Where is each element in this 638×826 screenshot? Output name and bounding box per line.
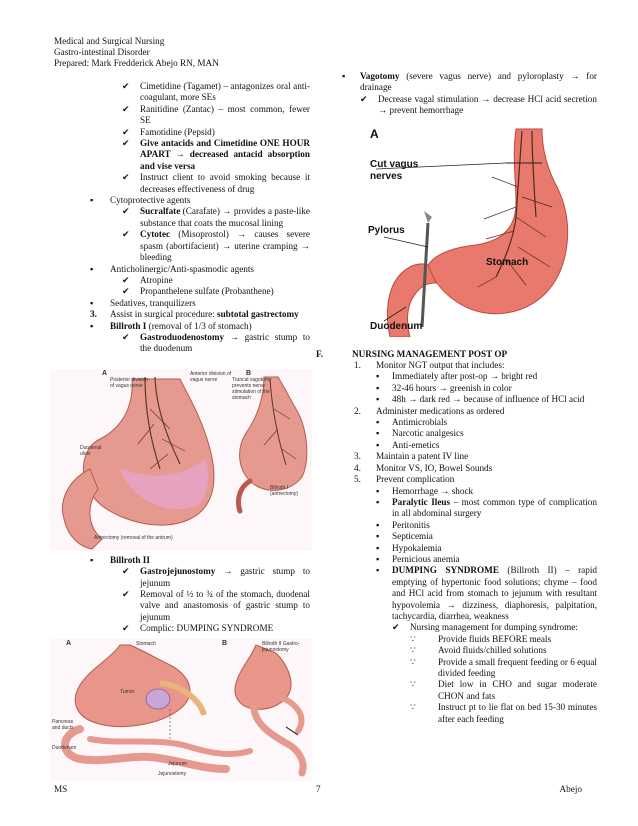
fig2-label-jejunostomy: Jejunostomy: [158, 770, 187, 777]
list-item: [340, 71, 597, 94]
list-item: [340, 657, 597, 680]
list-item: [54, 298, 310, 309]
list-item: [54, 332, 310, 355]
atropine-text: Atropine: [140, 274, 173, 285]
section-letter: F.: [316, 348, 324, 359]
bullet-icon: ▪: [376, 496, 380, 507]
list-item: [54, 321, 310, 332]
item-number: 3.: [90, 309, 97, 320]
complication-text: Complic: DUMPING SYNDROME: [140, 623, 274, 634]
list-item: [54, 206, 310, 229]
list-item: [54, 286, 310, 297]
list-item: [54, 127, 310, 138]
check-icon: ✔: [122, 331, 130, 342]
antimicrobials-text: Antimicrobials: [392, 417, 448, 428]
section-title: NURSING MANAGEMENT POST OP: [352, 348, 508, 359]
antacid-warning-text: Give antacids and Cimetidine ONE HOUR APART → decreased antacid absorption and vise versa: [140, 138, 310, 171]
check-icon: ✔: [392, 622, 400, 633]
fig1-label-a: A: [102, 369, 108, 377]
because-icon: ∵: [410, 656, 416, 667]
list-item: [340, 474, 597, 485]
ranitidine-text: Ranitidine (Zantac) – most common, fewer SE: [140, 103, 310, 126]
fig2-label-stomach: Stomach: [136, 640, 156, 647]
list-item: [54, 566, 310, 589]
left-column: [54, 74, 310, 781]
list-item: [340, 520, 597, 531]
dumping-fluids-text: Provide fluids BEFORE meals: [438, 633, 552, 644]
item-number: 2.: [354, 405, 361, 416]
list-item: [54, 275, 310, 286]
check-icon: ✔: [122, 172, 130, 183]
list-item: [54, 138, 310, 172]
bullet-icon: ▪: [376, 382, 380, 393]
maintain-iv-text: Maintain a patent IV line: [376, 451, 469, 462]
check-icon: ✔: [122, 103, 130, 114]
septicemia-text: Septicemia: [392, 531, 433, 542]
check-icon: ✔: [122, 286, 130, 297]
monitor-vs-text: Monitor VS, IO, Bowel Sounds: [376, 462, 493, 473]
anticholinergic-text: Anticholinergic/Anti-spasmodic agents: [110, 263, 254, 274]
billroth1-text: Billroth I (removal of 1/3 of stomach): [110, 320, 252, 331]
section-heading: [316, 349, 597, 360]
fig2-label-b: B: [222, 639, 228, 647]
because-icon: ∵: [410, 679, 416, 690]
vagotomy-figure: [366, 127, 576, 337]
check-icon: ✔: [122, 566, 130, 577]
page-number: 7: [316, 784, 321, 794]
bullet-icon: ▪: [90, 320, 94, 331]
list-item: [340, 543, 597, 554]
footer-right: Abejo: [559, 784, 582, 794]
document-header: [54, 36, 219, 70]
hypokalemia-text: Hypokalemia: [392, 542, 442, 553]
dumping-diet-text: Diet low in CHO and sugar moderate CHON and fats: [438, 679, 597, 701]
sedatives-text: Sedatives, tranquilizers: [110, 297, 196, 308]
header-topic: Gastro-intestinal Disorder: [54, 47, 150, 58]
list-item: [340, 634, 597, 645]
peritonitis-text: Peritonitis: [392, 519, 430, 530]
list-item: [340, 428, 597, 439]
bullet-icon: ▪: [342, 71, 346, 81]
bullet-icon: ▪: [376, 417, 380, 428]
fig1-label-antrectomy: Antrectomy (removal of the antrum): [94, 534, 173, 541]
footer-left: MS: [54, 784, 68, 794]
gastrojejunostomy-text: Gastrojejunostomy → gastric stump to jejunum: [140, 566, 310, 588]
famotidine-text: Famotidine (Pepsid): [140, 126, 215, 137]
list-item: [340, 622, 597, 633]
because-icon: ∵: [410, 645, 416, 656]
list-item: [340, 440, 597, 451]
dumping-lie-flat-text: Instruct pt to lie flat on bed 15-30 minutes after each feeding: [438, 702, 597, 724]
list-item: [340, 417, 597, 428]
fig2-label-pancreas: Pancreas and ducts: [52, 718, 74, 731]
vagotomy-text: Vagotomy (severe vagus nerve) and pyloroplasty → for drainage: [360, 71, 597, 93]
billroth1-figure: [50, 369, 312, 551]
removal-text: Removal of ½ to ¾ of the stomach, duodenal valve and anastomosis of gastric stump to jejunum: [140, 588, 310, 622]
list-item: [340, 94, 597, 117]
fig1-label-truncal: Truncal vagotomy prevents nerve stimulation of the stomach: [232, 376, 272, 401]
because-icon: ∵: [410, 702, 416, 713]
fig2-label-duodenum: Duodenum: [52, 744, 77, 751]
smoking-text: Instruct client to avoid smoking because it decreases effectiveness of drug: [140, 172, 310, 194]
prevent-text: Prevent complication: [376, 474, 455, 485]
decrease-vagal-text: Decrease vagal stimulation → decrease HCl acid secretion → prevent hemorrhage: [378, 93, 597, 116]
list-item: [340, 531, 597, 542]
fig2-label-billroth2: Billroth II Gastro-jejunostomy: [262, 640, 300, 653]
list-item: [54, 264, 310, 275]
header-course: Medical and Surgical Nursing: [54, 36, 165, 46]
billroth2-text: Billroth II: [110, 554, 150, 565]
propanthelene-text: Propanthelene sulfate (Probanthene): [140, 286, 274, 297]
bullet-icon: ▪: [90, 554, 94, 565]
check-icon: ✔: [122, 588, 130, 599]
list-item: [340, 371, 597, 382]
bullet-icon: ▪: [90, 297, 94, 308]
list-item: [340, 486, 597, 497]
list-item: [340, 463, 597, 474]
bullet-icon: ▪: [376, 542, 380, 553]
list-item: [54, 229, 310, 263]
monitor-ngt-text: Monitor NGT output that includes:: [376, 360, 505, 371]
item-number: 4.: [354, 462, 361, 473]
bullet-icon: ▪: [90, 263, 94, 274]
bullet-icon: ▪: [376, 531, 380, 542]
fig1-label-anterior: Anterior division of vagus nerve: [190, 370, 232, 383]
antiemetics-text: Anti-emetics: [392, 439, 440, 450]
check-icon: ✔: [122, 206, 130, 217]
administer-text: Administer medications as ordered: [376, 405, 505, 416]
list-item: [340, 645, 597, 656]
fig2-label-jejunum: Jejunum: [168, 760, 187, 767]
fig2-label-tumor: Tumor: [120, 688, 135, 695]
fig2-label-a: A: [66, 639, 72, 647]
dumping-feeding-text: Provide a small frequent feeding or 6 equal divided feeding: [438, 656, 597, 678]
paralytic-ileus-text: Paralytic Ileus – most common type of complication in all abdominal surgery: [392, 496, 597, 519]
fig3-label-cut-vagus: Cut vagus nerves: [370, 158, 419, 182]
cimetidine-text: Cimetidine (Tagamet) – antagonizes oral anti-coagulant, more SEs: [140, 81, 310, 103]
list-item: [54, 623, 310, 634]
bullet-icon: ▪: [376, 485, 380, 496]
bullet-icon: ▪: [376, 428, 380, 439]
cytotec-text: Cytotec (Misoprostol) → causes severe spasm (abortifacient) → uterine cramping → bleeding: [140, 229, 310, 263]
list-item: [340, 360, 597, 371]
fig1-label-b: B: [246, 369, 252, 377]
bullet-icon: ▪: [376, 565, 380, 576]
ngt-immediate-text: Immediately after post-op → bright red: [392, 371, 538, 382]
check-icon: ✔: [360, 93, 368, 104]
fig3-label-pylorus: Pylorus: [368, 224, 405, 236]
bullet-icon: ▪: [376, 371, 380, 382]
fig3-label-stomach: Stomach: [486, 256, 529, 268]
ngt-greenish-text: 32-46 hours → greenish in color: [392, 382, 512, 393]
billroth1-illustration: [50, 369, 312, 551]
header-author: Prepared: Mark Fredderick Abejo RN, MAN: [54, 58, 219, 69]
list-item: [54, 172, 310, 195]
check-icon: ✔: [122, 126, 130, 137]
list-item: [340, 383, 597, 394]
bullet-icon: ▪: [376, 439, 380, 450]
check-icon: ✔: [122, 138, 130, 149]
list-item: [54, 555, 310, 566]
item-number: 5.: [354, 474, 361, 485]
check-icon: ✔: [122, 229, 130, 240]
list-item: [54, 81, 310, 104]
fig3-label-a: A: [370, 126, 379, 141]
gastroduodenostomy-text: Gastroduodenostomy → gastric stump to the duodenum: [140, 331, 310, 354]
list-item: [340, 565, 597, 622]
list-item: [54, 309, 310, 320]
fig1-label-billroth1: Billroth I (antrectomy): [270, 484, 299, 497]
bullet-icon: ▪: [90, 195, 94, 206]
narcotic-text: Narcotic analgesics: [392, 428, 464, 439]
list-item: [340, 497, 597, 520]
hemorrhage-text: Hemorrhage → shock: [392, 485, 474, 496]
list-item: [54, 104, 310, 127]
list-item: [54, 589, 310, 623]
right-column: [316, 71, 597, 725]
nursing-management-text: Nursing management for dumping syndrome:: [410, 622, 578, 633]
bullet-icon: ▪: [376, 553, 380, 564]
billroth2-illustration: [50, 639, 312, 781]
bullet-icon: ▪: [376, 519, 380, 530]
pernicious-anemia-text: Pernicious anemia: [392, 553, 460, 564]
billroth2-figure: [50, 639, 312, 781]
bullet-icon: ▪: [376, 394, 380, 405]
check-icon: ✔: [122, 623, 130, 634]
dumping-syndrome-text: DUMPING SYNDROME (Billroth II) – rapid emptying of hypertonic food solutions; chyme – food and HCl acid from stomach to jejunum with resultant hypovolemia → dizziness, diaphoresis, palpitation, tachycardia, diarrhea, weakness: [392, 565, 597, 621]
list-item: [54, 195, 310, 206]
list-item: [340, 679, 597, 702]
check-icon: ✔: [122, 274, 130, 285]
check-icon: ✔: [122, 81, 130, 91]
list-item: [340, 394, 597, 405]
fig1-label-duodenal: Duodenal ulcer: [80, 444, 102, 457]
list-item: [340, 451, 597, 462]
ngt-darkred-text: 48h → dark red → because of influence of HCl acid: [392, 394, 585, 405]
fig3-label-duodenum: Duodenum: [370, 320, 423, 332]
fig1-label-posterior: Posterior division of vagus nerve: [110, 376, 149, 389]
item-number: 3.: [354, 451, 361, 462]
because-icon: ∵: [410, 633, 416, 644]
list-item: [340, 554, 597, 565]
item-number: 1.: [354, 360, 361, 371]
sucralfate-text: Sucralfate (Carafate) → provides a paste-like substance that coats the mucosal lining: [140, 206, 310, 228]
cytoprotective-text: Cytoprotective agents: [110, 195, 191, 206]
assist-text: Assist in surgical procedure: subtotal gastrectomy: [110, 309, 299, 320]
dumping-avoid-text: Avoid fluids/chilled solutions: [438, 645, 547, 656]
list-item: [340, 702, 597, 725]
list-item: [340, 406, 597, 417]
